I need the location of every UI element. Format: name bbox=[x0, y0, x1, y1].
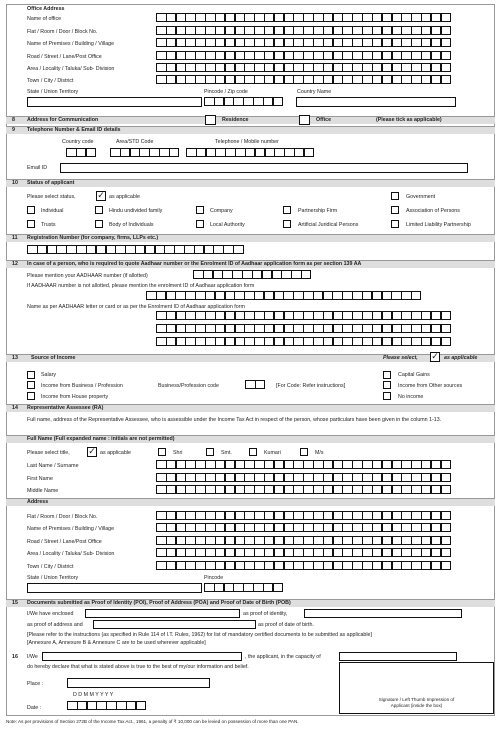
source-none-label: No income bbox=[398, 394, 424, 400]
ra-description: Full name, address of the Representative Assessee, who is assessible under the Income Tax Act in respect of the person, whose particulars have been given in the column 1-13. bbox=[27, 417, 442, 423]
section-10-bar bbox=[6, 179, 495, 187]
status-huf-label: Hindu undivided family bbox=[109, 208, 163, 214]
status-local-label: Local Authority bbox=[210, 222, 245, 228]
section-11-num: 11 bbox=[12, 235, 18, 241]
status-llp-checkbox[interactable] bbox=[391, 220, 399, 228]
business-code-label: Business/Profession code bbox=[158, 383, 219, 389]
residence-label: Residence bbox=[222, 117, 249, 123]
input-cell[interactable] bbox=[441, 548, 452, 557]
ra-middle-label: Middle Name bbox=[27, 488, 59, 494]
office-country-field[interactable] bbox=[296, 97, 456, 107]
office-pin-cells[interactable] bbox=[204, 97, 283, 106]
input-cell[interactable] bbox=[441, 38, 452, 47]
office-town-cells[interactable] bbox=[156, 75, 450, 84]
section-10-num: 10 bbox=[12, 180, 18, 186]
ra-flat-label: Flat / Room / Door / Block No. bbox=[27, 514, 98, 520]
fullname-title: Full Name (Full expanded name : initials are not permitted) bbox=[27, 436, 175, 442]
status-ajp-checkbox[interactable] bbox=[283, 220, 291, 228]
office-country-label: Country Name bbox=[297, 89, 332, 95]
aadhaar-name-cells-1[interactable] bbox=[156, 311, 450, 320]
input-cell[interactable] bbox=[441, 485, 452, 494]
ra-premises-cells[interactable] bbox=[156, 523, 450, 532]
std-cells[interactable] bbox=[110, 148, 179, 157]
title-as-applicable: as applicable bbox=[100, 450, 131, 456]
date-format: D D M M Y Y Y Y bbox=[73, 692, 114, 698]
poa-field[interactable] bbox=[93, 620, 256, 629]
source-salary-label: Salary bbox=[41, 372, 57, 378]
source-house-label: Income from House property bbox=[41, 394, 109, 400]
section-15-title: Documents submitted as Proof of Identity (POI), Proof of Address (POA) and Proof of Date of Birth (POB) bbox=[27, 600, 291, 606]
ra-state-field[interactable] bbox=[27, 583, 202, 593]
ra-state-label: State / Union Territory bbox=[27, 575, 79, 581]
signature-caption-1: Signature / Left Thumb Impression of bbox=[378, 697, 455, 702]
business-code-note: [For Code: Refer instructions] bbox=[276, 383, 346, 389]
section-13-bar bbox=[6, 354, 495, 362]
ra-town-cells[interactable] bbox=[156, 561, 450, 570]
office-flat-cells[interactable] bbox=[156, 26, 450, 35]
ra-area-label: Area / Locality / Taluka/ Sub- Division bbox=[27, 551, 115, 557]
status-trusts-checkbox[interactable] bbox=[27, 220, 35, 228]
place-label: Place : bbox=[27, 681, 44, 687]
status-boi-label: Body of Individuals bbox=[109, 222, 154, 228]
status-huf-checkbox[interactable] bbox=[95, 206, 103, 214]
place-field[interactable] bbox=[67, 678, 210, 688]
input-cell[interactable] bbox=[301, 270, 312, 279]
ra-first-label: First Name bbox=[27, 476, 53, 482]
office-pin-label: Pincode / Zip code bbox=[204, 89, 248, 95]
office-name-cells[interactable] bbox=[156, 13, 450, 22]
status-aop-checkbox[interactable] bbox=[391, 206, 399, 214]
aadhaar-mention-label: Please mention your AADHAAR number (if allotted) bbox=[27, 273, 148, 279]
status-boi-checkbox[interactable] bbox=[95, 220, 103, 228]
checkmark-icon: ✓ bbox=[431, 352, 439, 362]
ra-last-label: Last Name / Surname bbox=[27, 463, 79, 469]
office-state-label: State / Union Territory bbox=[27, 89, 79, 95]
title-kumari-label: Kumari bbox=[264, 450, 281, 456]
source-as-applicable: as applicable bbox=[444, 355, 478, 361]
checkmark-icon: ✓ bbox=[97, 191, 105, 201]
source-salary-checkbox[interactable] bbox=[27, 371, 35, 379]
section-15-num: 15 bbox=[12, 600, 18, 606]
country-code-cells[interactable] bbox=[66, 148, 95, 157]
section-10-title: Status of applicant bbox=[27, 180, 75, 186]
input-cell[interactable] bbox=[411, 291, 422, 300]
title-ms-checkbox[interactable] bbox=[300, 448, 308, 456]
section-16-num: 16 bbox=[12, 654, 18, 660]
input-cell[interactable] bbox=[273, 97, 284, 106]
source-business-label: Income from Business / Profession bbox=[41, 383, 123, 389]
title-smt-label: Smt. bbox=[221, 450, 232, 456]
office-area-label: Area / Locality / Taluka/ Sub- Division bbox=[27, 66, 115, 72]
status-select-label: Please select status, bbox=[27, 194, 76, 200]
status-company-label: Company bbox=[210, 208, 233, 214]
status-government-checkbox[interactable] bbox=[391, 192, 399, 200]
pob-label: as proof of date of birth. bbox=[258, 622, 314, 628]
office-road-label: Road / Street / Lane/Post Office bbox=[27, 54, 102, 60]
ra-last-cells[interactable] bbox=[156, 460, 450, 469]
ra-address-title: Address bbox=[27, 499, 49, 505]
section-8-note: (Please tick as applicable) bbox=[376, 117, 442, 123]
status-government-label: Government bbox=[406, 194, 436, 200]
ra-address-bar bbox=[6, 498, 495, 506]
title-shri-label: Shri bbox=[173, 450, 183, 456]
checkmark-icon: ✓ bbox=[88, 447, 96, 457]
signature-caption-2: Applicant (inside the box) bbox=[390, 703, 443, 708]
country-code-label: Country code bbox=[62, 139, 94, 145]
status-as-applicable: as applicable bbox=[109, 194, 140, 200]
office-road-cells[interactable] bbox=[156, 51, 450, 60]
office-flat-label: Flat / Room / Door / Block No. bbox=[27, 29, 98, 35]
declare-text: do hereby declare that what is stated above is true to the best of my/our information and belief. bbox=[27, 664, 249, 670]
office-title: Office Address bbox=[27, 6, 65, 12]
section-12-num: 12 bbox=[12, 261, 18, 267]
ra-road-cells[interactable] bbox=[156, 536, 450, 545]
input-cell[interactable] bbox=[304, 148, 315, 157]
input-cell[interactable] bbox=[441, 536, 452, 545]
office-premises-label: Name of Premises / Building / Village bbox=[27, 41, 115, 47]
input-cell[interactable] bbox=[441, 324, 452, 333]
title-smt-checkbox[interactable] bbox=[206, 448, 214, 456]
source-other-checkbox[interactable] bbox=[383, 381, 391, 389]
aadhaar-cells[interactable] bbox=[193, 270, 311, 279]
source-capital-checkbox[interactable] bbox=[383, 371, 391, 379]
input-cell[interactable] bbox=[441, 511, 452, 520]
office-premises-cells[interactable] bbox=[156, 38, 450, 47]
source-business-checkbox[interactable] bbox=[27, 381, 35, 389]
title-select-label: Please select title, bbox=[27, 450, 70, 456]
input-cell[interactable] bbox=[136, 701, 147, 710]
residence-checkbox[interactable] bbox=[205, 115, 216, 125]
section-14-num: 14 bbox=[12, 405, 18, 411]
iwe-label: I/We bbox=[27, 654, 38, 660]
input-cell[interactable] bbox=[273, 583, 284, 592]
input-cell[interactable] bbox=[441, 561, 452, 570]
ra-area-cells[interactable] bbox=[156, 548, 450, 557]
ra-pin-cells[interactable] bbox=[204, 583, 283, 592]
input-cell[interactable] bbox=[86, 148, 97, 157]
date-label: Date : bbox=[27, 705, 42, 711]
status-aop-label: Association of Persons bbox=[406, 208, 460, 214]
aadhaar-not-allotted-label: If AADHAAR number is not allotted, please mention the enrolment ID of Aadhaar application form bbox=[27, 283, 255, 289]
source-capital-label: Capital Gains bbox=[398, 372, 430, 378]
input-cell[interactable] bbox=[441, 460, 452, 469]
poa-label: as proof of address and bbox=[27, 622, 83, 628]
enrolment-cells[interactable] bbox=[146, 291, 421, 300]
section-11-title: Registration Number (for company, firms, LLPs etc.) bbox=[27, 235, 159, 241]
source-house-checkbox[interactable] bbox=[27, 392, 35, 400]
input-cell[interactable] bbox=[441, 75, 452, 84]
title-ms-label: M/s bbox=[315, 450, 324, 456]
status-firm-label: Partnership Firm bbox=[298, 208, 338, 214]
footer-note: Note: As per provisions of Section 272B of the Income Tax Act., 1961, a penalty of ₹ 10,000 can be levied on possession of more than one PAN. bbox=[6, 719, 299, 724]
section-13-title: Source of Income bbox=[31, 355, 76, 361]
status-company-checkbox[interactable] bbox=[196, 206, 204, 214]
input-cell[interactable] bbox=[441, 26, 452, 35]
title-kumari-checkbox[interactable] bbox=[249, 448, 257, 456]
section-14-title: Representative Assessee (RA) bbox=[27, 405, 104, 411]
applicant-name-field[interactable] bbox=[42, 652, 242, 661]
section-13-num: 13 bbox=[12, 355, 18, 361]
phone-label: Telephone / Mobile number bbox=[215, 139, 279, 145]
source-other-label: Income from Other sources bbox=[398, 383, 463, 389]
input-cell[interactable] bbox=[255, 380, 266, 389]
section-9-num: 9 bbox=[12, 127, 15, 133]
ra-flat-cells[interactable] bbox=[156, 511, 450, 520]
source-none-checkbox[interactable] bbox=[383, 392, 391, 400]
input-cell[interactable] bbox=[441, 337, 452, 346]
email-field[interactable] bbox=[60, 163, 468, 173]
poi-extra-field[interactable] bbox=[304, 609, 462, 618]
aadhaar-name-label: Name as per AADHAAR letter or card or as per the Enrolment ID of Aadhaar application form bbox=[27, 304, 245, 310]
section-8-num: 8 bbox=[12, 117, 15, 123]
office-checkbox[interactable] bbox=[299, 115, 310, 125]
office-label: Office bbox=[316, 117, 332, 123]
status-local-checkbox[interactable] bbox=[196, 220, 204, 228]
capacity-field[interactable] bbox=[339, 652, 457, 661]
input-cell[interactable] bbox=[441, 13, 452, 22]
input-cell[interactable] bbox=[441, 51, 452, 60]
date-cells[interactable] bbox=[67, 701, 146, 710]
ra-first-cells[interactable] bbox=[156, 473, 450, 482]
ra-road-label: Road / Street / Lane/Post Office bbox=[27, 539, 102, 545]
office-name-label: Name of office bbox=[27, 16, 62, 22]
section-8-title: Address for Communication bbox=[27, 117, 99, 123]
refer-note-2: [Annexure A, Annexure B & Annexure C are to be used wherever applicable] bbox=[27, 640, 206, 646]
std-label: Area/STD Code bbox=[116, 139, 154, 145]
input-cell[interactable] bbox=[441, 63, 452, 72]
input-cell[interactable] bbox=[441, 473, 452, 482]
ra-middle-cells[interactable] bbox=[156, 485, 450, 494]
ra-town-label: Town / City / District bbox=[27, 564, 74, 570]
section-12-title: In case of a person, who is required to quote Aadhaar number or the Enrolment ID of Aadhaar application form as per section 139 AA bbox=[27, 261, 362, 267]
input-cell[interactable] bbox=[441, 523, 452, 532]
input-cell[interactable] bbox=[233, 245, 244, 254]
poi-field[interactable] bbox=[85, 609, 240, 618]
poi-label: as proof of identity, bbox=[243, 611, 288, 617]
section-9-title: Telephone Number & Email ID details bbox=[27, 127, 121, 133]
ra-premises-label: Name of Premises / Building / Village bbox=[27, 526, 115, 532]
office-area-cells[interactable] bbox=[156, 63, 450, 72]
status-individual-label: Individual bbox=[41, 208, 64, 214]
office-town-label: Town / City / District bbox=[27, 78, 74, 84]
capacity-label: , the applicant, in the capacity of bbox=[245, 654, 321, 660]
registration-cells[interactable] bbox=[27, 245, 243, 254]
title-shri-checkbox[interactable] bbox=[158, 448, 166, 456]
status-firm-checkbox[interactable] bbox=[283, 206, 291, 214]
phone-cells[interactable] bbox=[186, 148, 314, 157]
source-select-label: Please select, bbox=[383, 355, 418, 361]
business-code-cells[interactable] bbox=[245, 380, 265, 389]
status-individual-checkbox[interactable] bbox=[27, 206, 35, 214]
input-cell[interactable] bbox=[441, 311, 452, 320]
refer-note-1: [Please refer to the instructions (as specified in Rule 114 of I.T. Rules, 1962) for list of mandatory certified documents to be submitted as applicable] bbox=[27, 632, 372, 638]
ra-pin-label: Pincode bbox=[204, 575, 224, 581]
status-ajp-label: Artificial Juridical Persons bbox=[298, 222, 359, 228]
office-state-field[interactable] bbox=[27, 97, 202, 107]
status-trusts-label: Trusts bbox=[41, 222, 56, 228]
aadhaar-name-cells-2[interactable] bbox=[156, 324, 450, 333]
status-llp-label: Limited Liability Partnership bbox=[406, 222, 471, 228]
aadhaar-name-cells-3[interactable] bbox=[156, 337, 450, 346]
enclosed-label: I/We have enclosed bbox=[27, 611, 74, 617]
input-cell[interactable] bbox=[169, 148, 180, 157]
email-label: Email ID bbox=[27, 165, 48, 171]
